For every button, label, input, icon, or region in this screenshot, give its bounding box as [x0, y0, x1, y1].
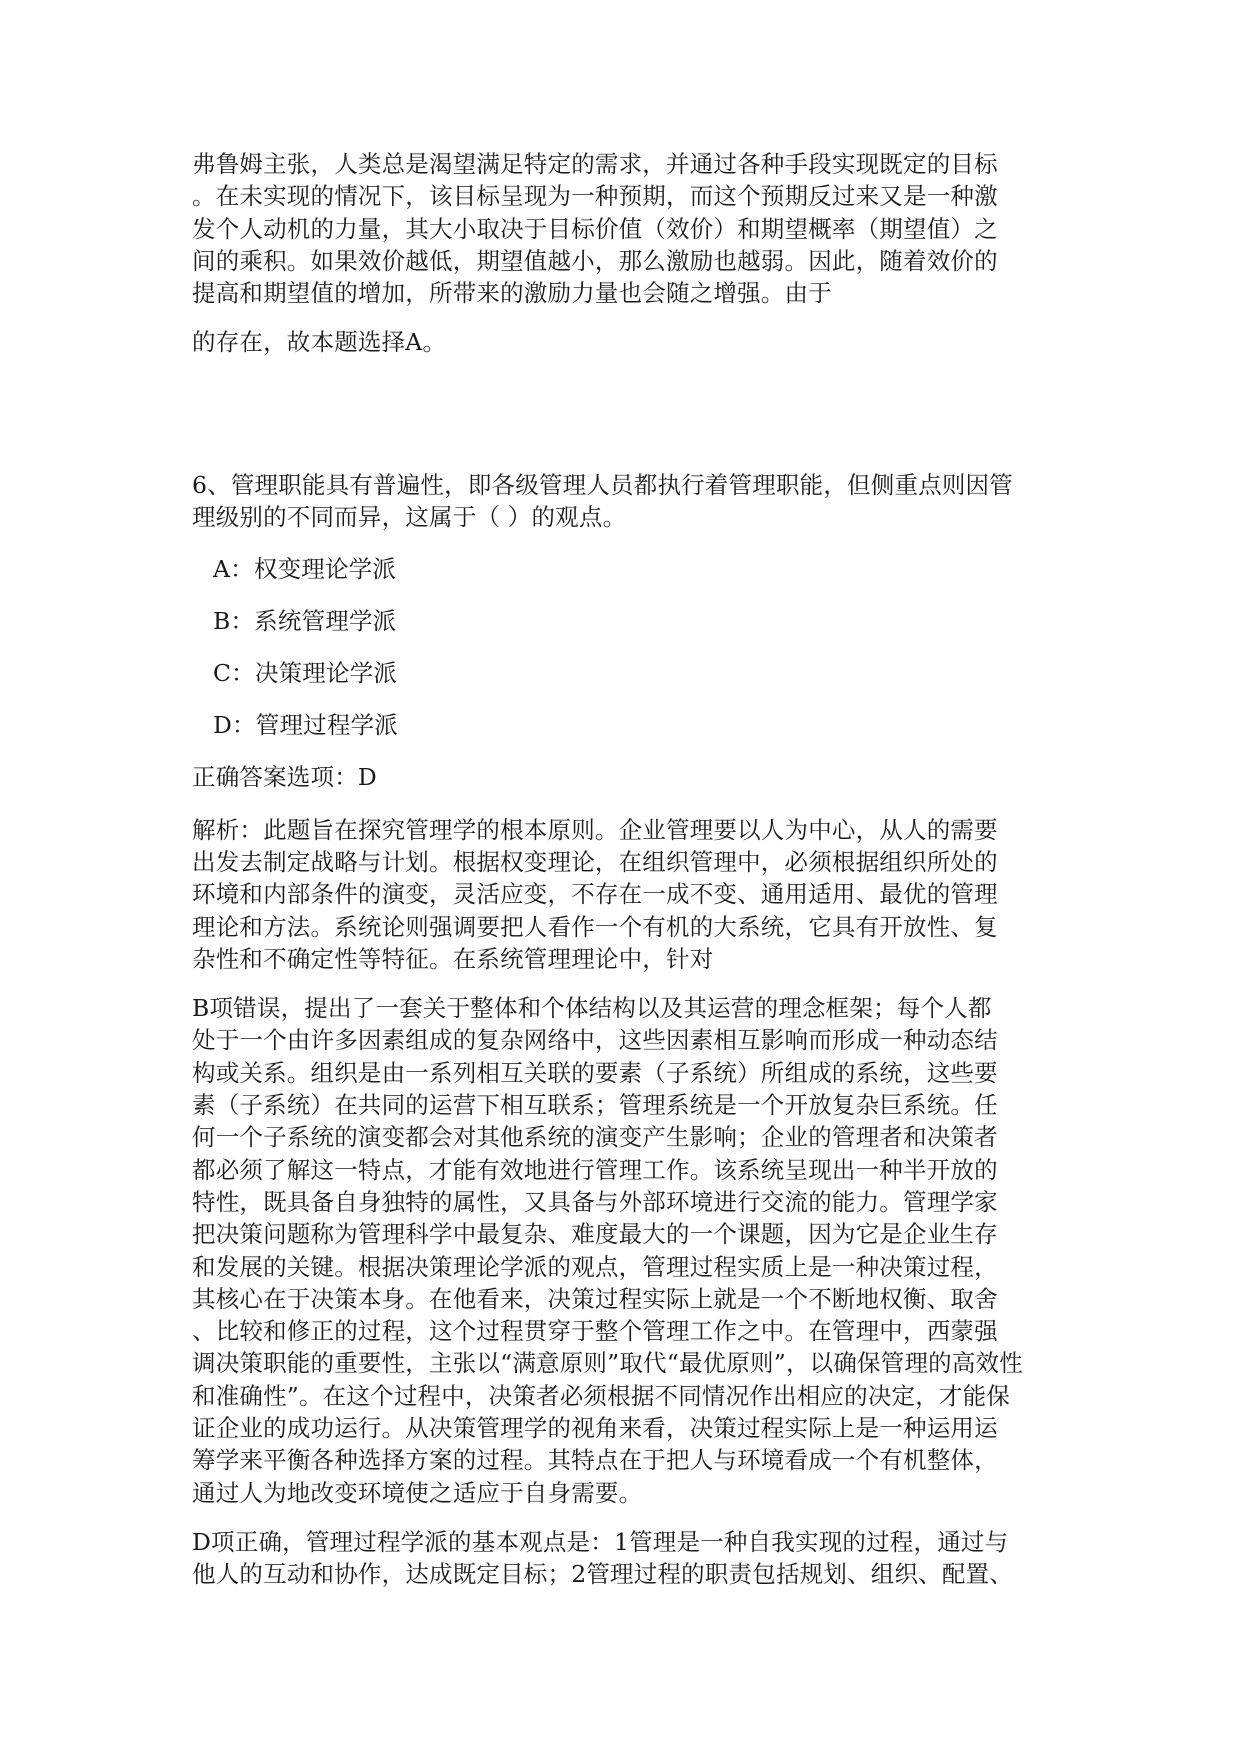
- option-c: C：决策理论学派: [213, 659, 398, 688]
- text-line: 发个人动机的力量，其大小取决于目标价值（效价）和期望概率（期望值）之: [192, 214, 998, 243]
- analysis-paragraph-1: [192, 814, 1052, 975]
- text-line: 和准确性”。在这个过程中，决策者必须根据不同情况作出相应的决定，才能保: [192, 1381, 1011, 1410]
- text-line: 6、管理职能具有普遍性，即各级管理人员都执行着管理职能，但侧重点则因管: [192, 470, 1013, 499]
- text-line: 和发展的关键。根据决策理论学派的观点，管理过程实质上是一种决策过程，: [192, 1252, 998, 1281]
- text-line: 处于一个由许多因素组成的复杂网络中，这些因素相互影响而形成一种动态结: [192, 1026, 998, 1055]
- text-line: 他人的互动和协作，达成既定目标；2管理过程的职责包括规划、组织、配置、: [192, 1560, 1013, 1589]
- text-line: D项正确，管理过程学派的基本观点是：1管理是一种自我实现的过程，通过与: [192, 1527, 1009, 1556]
- text-line: 、比较和修正的过程，这个过程贯穿于整个管理工作之中。在管理中，西蒙强: [192, 1317, 998, 1346]
- text-line: 提高和期望值的增加，所带来的激励力量也会随之增强。由于: [192, 279, 832, 308]
- analysis-paragraph-2: [192, 992, 1052, 1509]
- option-b: B：系统管理学派: [213, 607, 397, 636]
- text-line: 理级别的不同而异，这属于（ ）的观点。: [192, 503, 627, 532]
- text-line: 把决策问题称为管理科学中最复杂、难度最大的一个课题，因为它是企业生存: [192, 1220, 998, 1249]
- text-line: 何一个子系统的演变都会对其他系统的演变产生影响；企业的管理者和决策者: [192, 1123, 998, 1152]
- text-line: 其核心在于决策本身。在他看来，决策过程实际上就是一个不断地权衡、取舍: [192, 1284, 998, 1313]
- text-line: 杂性和不确定性等特征。在系统管理理论中，针对: [192, 944, 714, 973]
- question-stem: [192, 469, 1052, 534]
- text-line: 环境和内部条件的演变，灵活应变，不存在一成不变、通用适用、最优的管理: [192, 880, 998, 909]
- option-d: D：管理过程学派: [213, 711, 398, 740]
- text-line: 解析：此题旨在探究管理学的根本原则。企业管理要以人为中心，从人的需要: [192, 815, 998, 844]
- text-line: 都必须了解这一特点，才能有效地进行管理工作。该系统呈现出一种半开放的: [192, 1155, 998, 1184]
- analysis-paragraph-3: [192, 1526, 1052, 1591]
- text-line: 证企业的成功运行。从决策管理学的视角来看，决策过程实际上是一种运用运: [192, 1414, 998, 1443]
- text-line: B项错误，提出了一套关于整体和个体结构以及其运营的理念框架；每个人都: [192, 994, 992, 1023]
- options-list: [192, 553, 1052, 741]
- document-page: [192, 148, 1052, 1591]
- text-line: 素（子系统）在共同的运营下相互联系；管理系统是一个开放复杂巨系统。任: [192, 1091, 998, 1120]
- option-a: A：权变理论学派: [213, 555, 397, 584]
- intro-conclusion: [192, 326, 1052, 358]
- text-line: 特性，既具备自身独特的属性，又具备与外部环境进行交流的能力。管理学家: [192, 1187, 998, 1216]
- text-line: 弗鲁姆主张，人类总是渴望满足特定的需求，并通过各种手段实现既定的目标: [192, 150, 998, 178]
- intro-paragraph: [192, 148, 1052, 309]
- text-line: 的存在，故本题选择A。: [192, 328, 447, 357]
- text-line: 调决策职能的重要性，主张以“满意原则”取代“最优原则”，以确保管理的高效性: [192, 1349, 1023, 1378]
- text-line: 。在未实现的情况下，该目标呈现为一种预期，而这个预期反过来又是一种激: [192, 182, 998, 211]
- correct-answer: [192, 761, 1052, 793]
- text-line: 筹学来平衡各种选择方案的过程。其特点在于把人与环境看成一个有机整体，: [192, 1446, 998, 1475]
- text-line: 正确答案选项：D: [192, 763, 377, 792]
- text-line: 间的乘积。如果效价越低，期望值越小，那么激励也越弱。因此，随着效价的: [192, 246, 998, 275]
- text-line: 构或关系。组织是由一系列相互关联的要素（子系统）所组成的系统，这些要: [192, 1058, 998, 1087]
- text-line: 通过人为地改变环境使之适应于自身需要。: [192, 1478, 643, 1507]
- text-line: 出发去制定战略与计划。根据权变理论，在组织管理中，必须根据组织所处的: [192, 847, 998, 876]
- text-line: 理论和方法。系统论则强调要把人看作一个有机的大系统，它具有开放性、复: [192, 912, 998, 941]
